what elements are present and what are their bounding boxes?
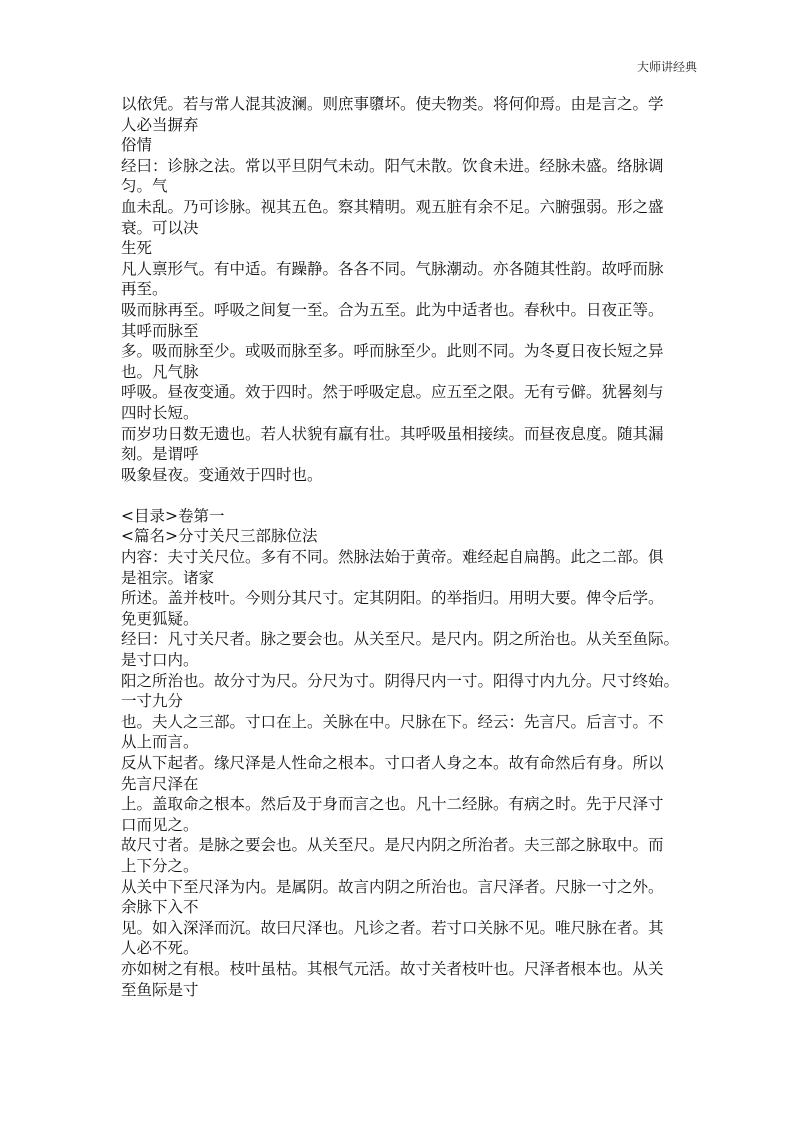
- text-line: 也。凡气脉: [121, 362, 199, 381]
- text-line: 也。夫人之三部。寸口在上。关脉在中。尺脉在下。经云：先言尺。后言寸。不: [121, 712, 664, 731]
- text-line: 免更狐疑。: [121, 609, 199, 628]
- text-line: 凡人禀形气。有中适。有躁静。各各不同。气脉潮动。亦各随其性韵。故呼而脉: [121, 259, 664, 278]
- text-line: 口而见之。: [121, 815, 199, 834]
- text-line: 至鱼际是寸: [121, 980, 199, 999]
- text-line: 余脉下入不: [121, 898, 199, 917]
- text-line: 呼吸。昼夜变通。效于四时。然于呼吸定息。应五至之限。无有亏僻。犹晷刻与: [121, 383, 664, 402]
- blank-line: [121, 485, 681, 506]
- text-line: 俗情: [121, 136, 153, 155]
- text-line: 反从下起者。缘尺泽是人性命之根本。寸口者人身之本。故有命然后有身。所以: [121, 754, 664, 772]
- text-line: 生死: [121, 239, 153, 258]
- text-line: 血未乱。乃可诊脉。视其五色。察其精明。观五脏有余不足。六腑强弱。形之盛: [121, 197, 664, 216]
- text-line: 见。如入深泽而沉。故曰尺泽也。凡诊之者。若寸口关脉不见。唯尺脉在者。其: [121, 918, 664, 937]
- page-header-title: 大师讲经典: [636, 60, 697, 74]
- text-line: 衰。可以决: [121, 218, 199, 237]
- text-line: 经曰：凡寸关尺者。脉之要会也。从关至尺。是尺内。阴之所治也。从关至鱼际。: [121, 630, 680, 649]
- text-line: 多。吸而脉至少。或吸而脉至多。呼而脉至少。此则不同。为冬夏日夜长短之异: [121, 342, 664, 361]
- text-line: 再至。: [121, 280, 168, 299]
- text-line: 一寸九分: [121, 692, 184, 711]
- text-line: 其呼而脉至: [121, 321, 199, 340]
- text-line: 人必当摒弃: [121, 115, 199, 134]
- toc-heading: <目录>卷第一: [121, 506, 225, 525]
- text-line: 以依凭。若与常人混其波澜。则庶事隳坏。使夫物类。将何仰焉。由是言之。学: [121, 95, 664, 113]
- text-line: 吸而脉再至。呼吸之间复一至。合为五至。此为中适者也。春秋中。日夜正等。: [121, 300, 664, 319]
- text-line: 是祖宗。诸家: [121, 568, 215, 587]
- text-line: 内容：夫寸关尺位。多有不同。然脉法始于黄帝。难经起自扁鹊。此之二部。俱: [121, 548, 664, 567]
- text-line: 人必不死。: [121, 939, 199, 958]
- text-line: 故尺寸者。是脉之要会也。从关至尺。是尺内阴之所治者。夫三部之脉取中。而: [121, 836, 664, 855]
- text-line: 阳之所治也。故分寸为尺。分尺为寸。阴得尺内一寸。阳得寸内九分。尺寸终始。: [121, 671, 680, 690]
- text-line: 上。盖取命之根本。然后及于身而言之也。凡十二经脉。有病之时。先于尺泽寸: [121, 795, 664, 814]
- text-line: 经曰：诊脉之法。常以平旦阴气未动。阳气未散。饮食未进。经脉未盛。络脉调: [121, 156, 664, 175]
- text-line: 从上而言。: [121, 733, 199, 752]
- document-body: [121, 94, 681, 1000]
- text-line: 匀。气: [121, 177, 168, 196]
- text-line: 而岁功日数无遗也。若人状貌有羸有壮。其呼吸虽相接续。而昼夜息度。随其漏: [121, 424, 664, 443]
- text-line: 是寸口内。: [121, 651, 199, 670]
- chapter-title: <篇名>分寸关尺三部脉位法: [121, 527, 318, 546]
- text-line: 四时长短。: [121, 403, 199, 422]
- text-line: 亦如树之有根。枝叶虽枯。其根气元活。故寸关者枝叶也。尺泽者根本也。从关: [121, 959, 664, 978]
- text-line: 先言尺泽在: [121, 774, 199, 793]
- text-line: 从关中下至尺泽为内。是属阴。故言内阴之所治也。言尺泽者。尺脉一寸之外。: [121, 877, 664, 896]
- text-line: 刻。是谓呼: [121, 445, 199, 464]
- text-line: 所述。盖并枝叶。今则分其尺寸。定其阴阳。的举指归。用明大要。俾令后学。: [121, 589, 664, 608]
- text-line: 吸象昼夜。变通效于四时也。: [121, 465, 323, 484]
- text-line: 上下分之。: [121, 856, 199, 875]
